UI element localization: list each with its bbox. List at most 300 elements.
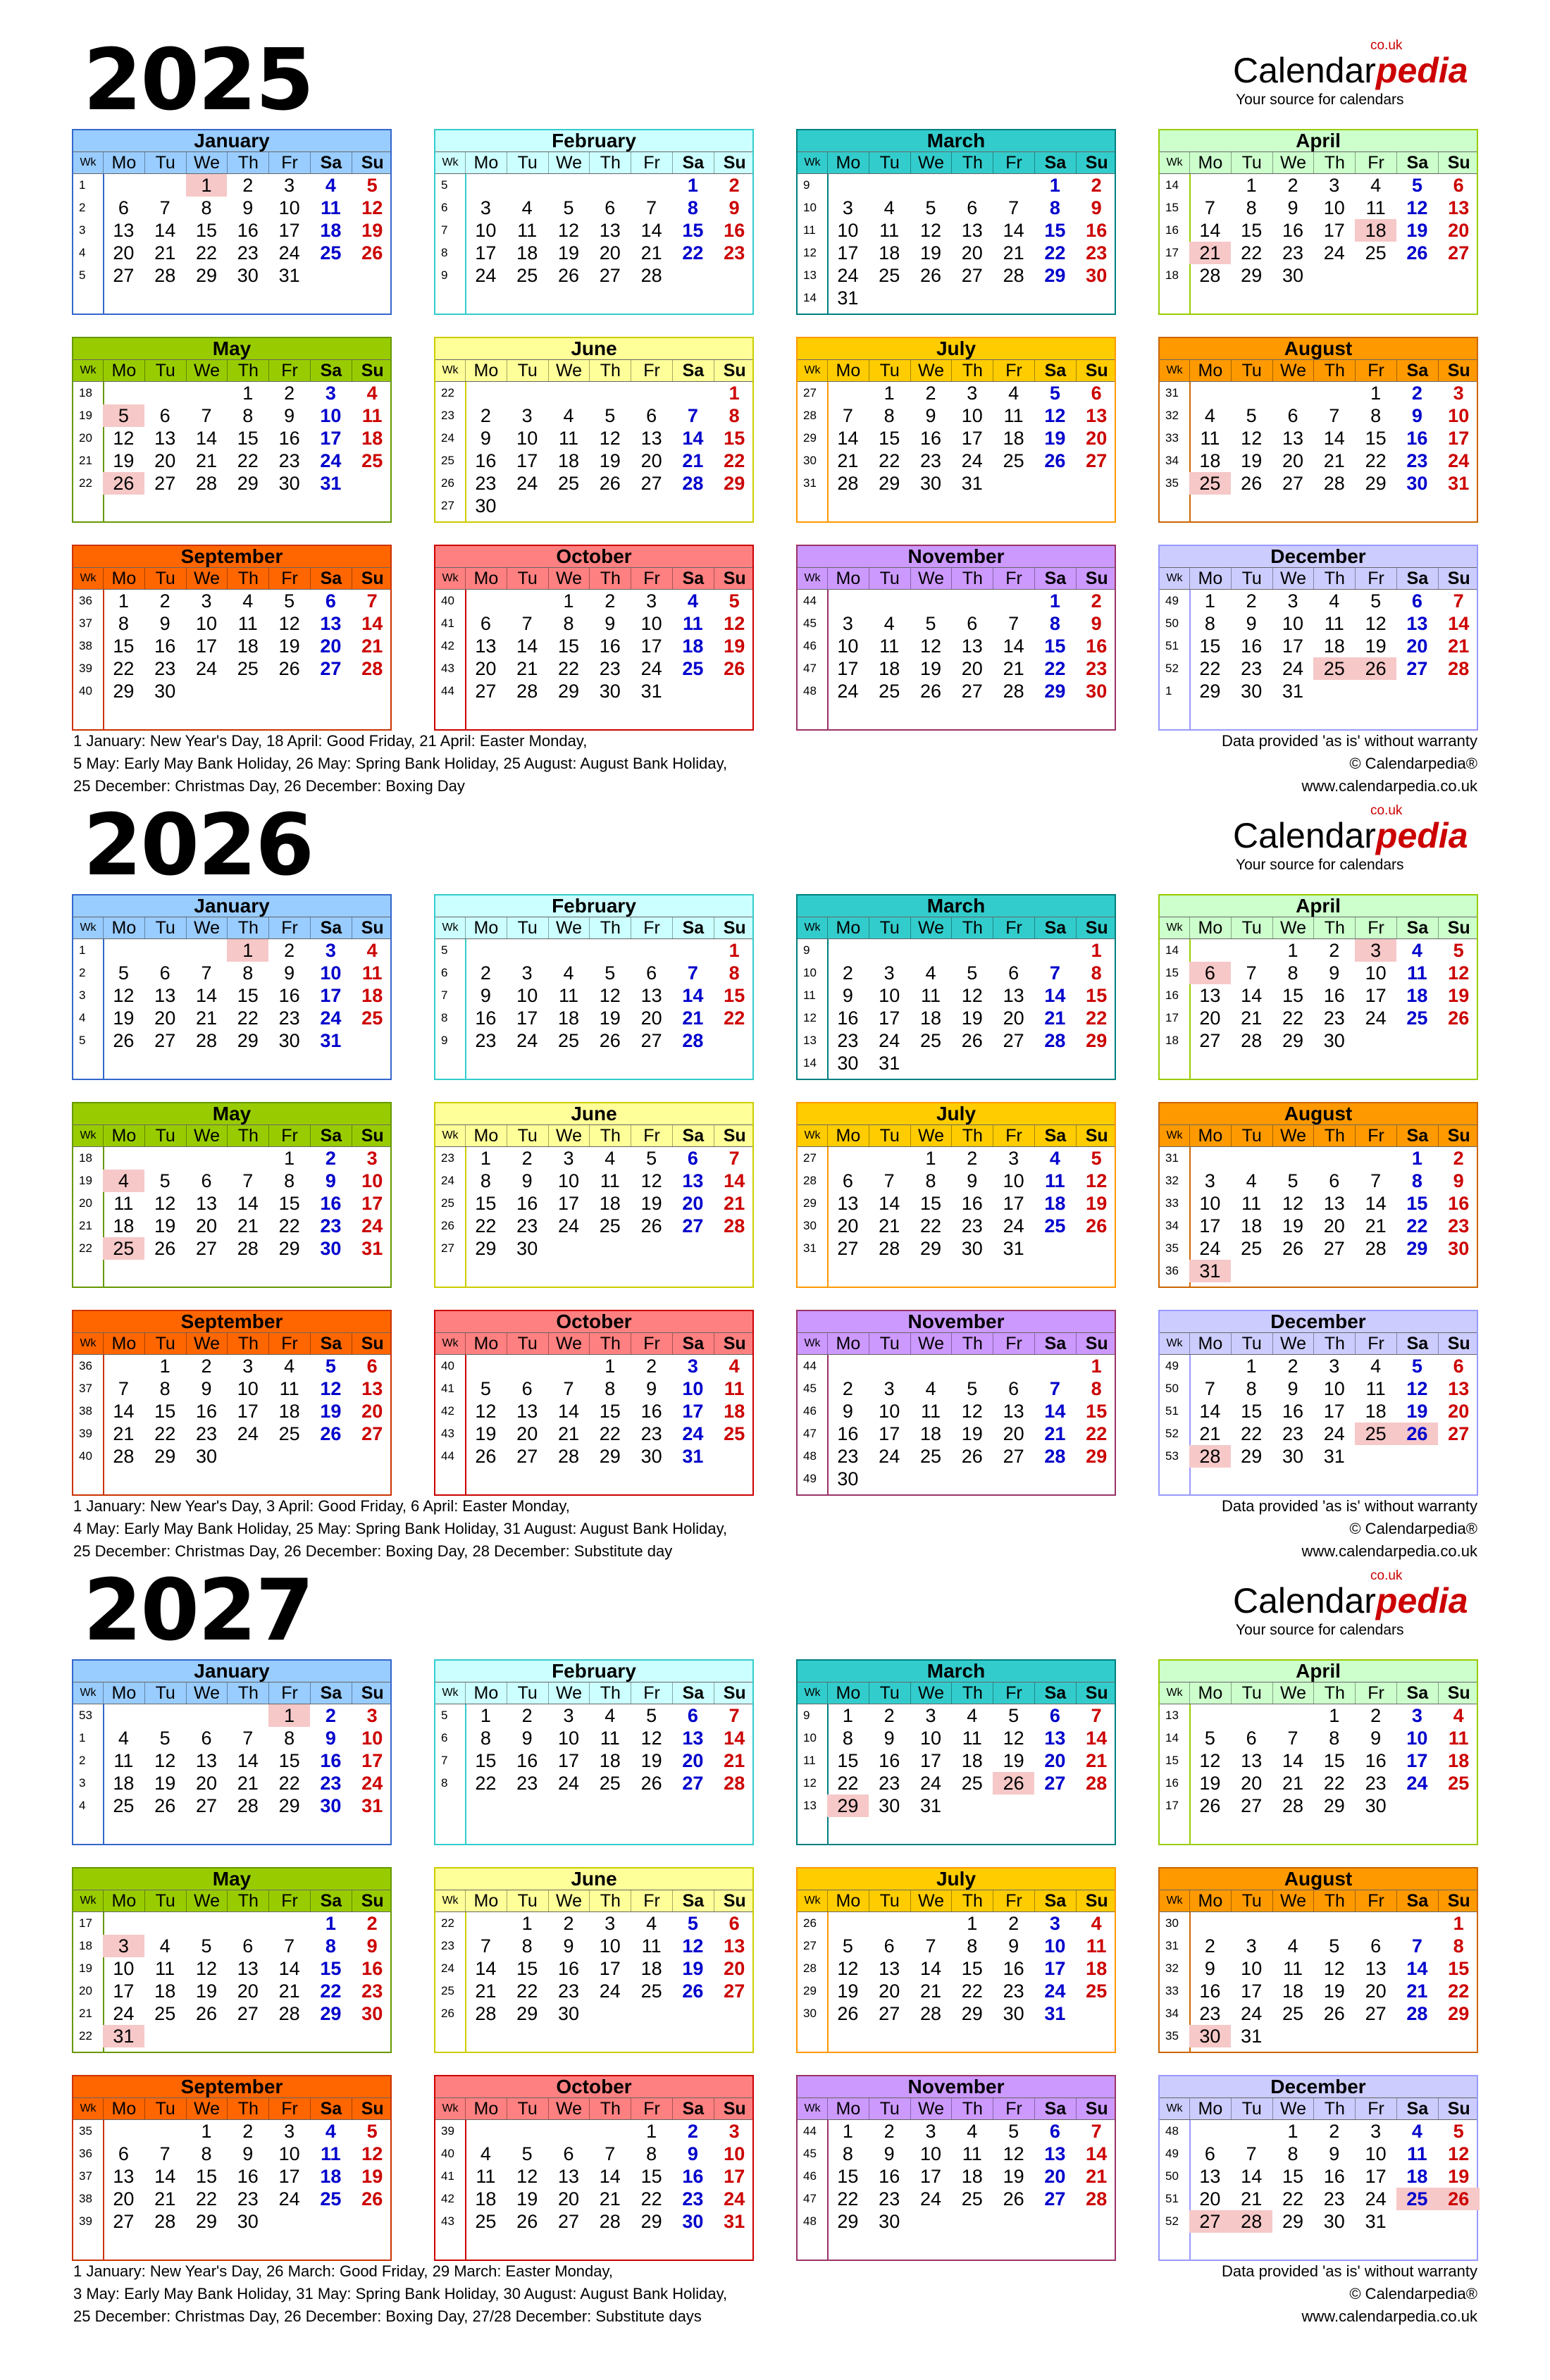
day-cell[interactable]: 26: [724, 658, 745, 679]
day-cell[interactable]: 10: [961, 405, 983, 426]
day-cell[interactable]: 7: [1091, 1705, 1102, 1726]
day-cell[interactable]: 19: [113, 1008, 135, 1029]
day-cell[interactable]: 4: [1370, 175, 1382, 196]
day-cell[interactable]: 24: [682, 1423, 704, 1444]
day-cell[interactable]: 8: [325, 1935, 336, 1957]
day-cell[interactable]: 14: [599, 2166, 621, 2187]
day-cell[interactable]: 2: [480, 962, 491, 984]
day-cell[interactable]: 16: [516, 1193, 538, 1214]
day-cell[interactable]: 29: [278, 1238, 300, 1259]
day-cell[interactable]: 21: [361, 636, 383, 657]
day-cell[interactable]: 21: [195, 1008, 218, 1029]
day-cell[interactable]: 9: [1453, 1170, 1464, 1191]
day-cell[interactable]: 11: [1086, 1935, 1107, 1957]
day-cell[interactable]: 5: [842, 1935, 853, 1957]
day-cell[interactable]: 2: [1091, 175, 1102, 196]
day-cell[interactable]: 2: [480, 405, 491, 426]
day-cell[interactable]: 10: [919, 1728, 942, 1749]
day-cell[interactable]: 26: [361, 242, 383, 264]
day-cell[interactable]: 6: [118, 2143, 129, 2164]
day-cell[interactable]: 4: [242, 590, 254, 612]
day-cell[interactable]: 23: [1282, 1423, 1304, 1444]
day-cell[interactable]: 17: [1044, 1958, 1066, 1979]
day-cell[interactable]: 31: [1323, 1446, 1345, 1467]
day-cell[interactable]: 5: [366, 175, 378, 196]
day-cell[interactable]: 8: [1246, 1378, 1257, 1399]
day-cell[interactable]: 26: [1323, 2003, 1345, 2024]
day-cell[interactable]: 29: [1044, 265, 1066, 286]
day-cell[interactable]: 14: [1086, 2143, 1108, 2164]
day-cell[interactable]: 19: [599, 450, 621, 471]
day-cell[interactable]: 28: [879, 1238, 900, 1259]
day-cell[interactable]: 26: [919, 681, 942, 702]
day-cell[interactable]: 1: [1287, 2121, 1298, 2142]
day-cell[interactable]: 10: [1323, 197, 1345, 218]
day-cell[interactable]: 25: [1365, 242, 1387, 264]
day-cell[interactable]: 18: [1199, 450, 1221, 471]
day-cell[interactable]: 3: [1355, 939, 1396, 962]
day-cell[interactable]: 27: [1241, 1795, 1263, 1816]
day-cell[interactable]: 16: [1448, 1193, 1470, 1214]
day-cell[interactable]: 13: [1199, 2166, 1221, 2187]
day-cell[interactable]: 20: [1448, 1401, 1470, 1422]
day-cell[interactable]: 10: [195, 613, 218, 634]
day-cell[interactable]: 3: [884, 962, 895, 984]
day-cell[interactable]: 11: [517, 220, 538, 241]
day-cell[interactable]: 18: [1406, 985, 1428, 1006]
day-cell[interactable]: 22: [475, 1215, 497, 1237]
day-cell[interactable]: 22: [1365, 450, 1387, 471]
day-cell[interactable]: 2: [1370, 1705, 1382, 1726]
day-cell[interactable]: 5: [646, 1148, 657, 1169]
day-cell[interactable]: 25: [599, 1215, 621, 1237]
day-cell[interactable]: 4: [325, 175, 336, 196]
day-cell[interactable]: 28: [1241, 1030, 1263, 1051]
day-cell[interactable]: 18: [919, 1423, 942, 1444]
day-cell[interactable]: 2: [1287, 175, 1298, 196]
day-cell[interactable]: 6: [1091, 383, 1102, 404]
day-cell[interactable]: 16: [1323, 2166, 1345, 2187]
day-cell[interactable]: 8: [1246, 197, 1257, 218]
day-cell[interactable]: 13: [1003, 1401, 1024, 1422]
day-cell[interactable]: 24: [1199, 1238, 1221, 1259]
day-cell[interactable]: 4: [1287, 1935, 1298, 1957]
day-cell[interactable]: 28: [361, 658, 383, 679]
day-cell[interactable]: 15: [919, 1193, 942, 1214]
day-cell[interactable]: 17: [516, 450, 538, 471]
day-cell[interactable]: 9: [604, 613, 616, 634]
day-cell[interactable]: 8: [118, 613, 129, 634]
day-cell[interactable]: 5: [728, 590, 740, 612]
day-cell[interactable]: 25: [1448, 1773, 1470, 1794]
day-cell[interactable]: 3: [1204, 1170, 1215, 1191]
day-cell[interactable]: 30: [640, 1446, 662, 1467]
day-cell[interactable]: 16: [1406, 428, 1428, 449]
day-cell[interactable]: 18: [724, 1401, 745, 1422]
day-cell[interactable]: 4: [1008, 383, 1019, 404]
day-cell[interactable]: 15: [837, 2166, 859, 2187]
day-cell[interactable]: 14: [724, 1728, 745, 1749]
day-cell[interactable]: 21: [1323, 450, 1345, 471]
day-cell[interactable]: 27: [640, 473, 662, 494]
day-cell[interactable]: 11: [1407, 962, 1427, 984]
day-cell[interactable]: 22: [640, 2188, 662, 2209]
day-cell[interactable]: 1: [1204, 590, 1215, 612]
day-cell[interactable]: 6: [1329, 1170, 1340, 1191]
day-cell[interactable]: 15: [278, 1193, 300, 1214]
day-cell[interactable]: 4: [159, 1935, 170, 1957]
day-cell[interactable]: 26: [1406, 242, 1428, 264]
day-cell[interactable]: 4: [118, 1728, 129, 1749]
day-cell[interactable]: 20: [1241, 1773, 1263, 1794]
day-cell[interactable]: 17: [1448, 428, 1470, 449]
day-cell[interactable]: 14: [682, 428, 704, 449]
day-cell[interactable]: 1: [1091, 1356, 1102, 1377]
day-cell[interactable]: 15: [1086, 985, 1108, 1006]
day-cell[interactable]: 19: [1448, 2166, 1470, 2187]
day-cell[interactable]: 15: [1323, 1750, 1345, 1771]
day-cell[interactable]: 21: [1448, 636, 1470, 657]
day-cell[interactable]: 13: [1003, 985, 1024, 1006]
day-cell[interactable]: 9: [325, 1728, 336, 1749]
day-cell[interactable]: 25: [361, 450, 383, 471]
day-cell[interactable]: 23: [320, 1215, 342, 1237]
day-cell[interactable]: 29: [195, 265, 218, 286]
day-cell[interactable]: 1: [884, 383, 895, 404]
day-cell[interactable]: 30: [475, 495, 497, 516]
day-cell[interactable]: 21: [599, 2188, 621, 2209]
day-cell[interactable]: 7: [480, 1935, 491, 1957]
day-cell[interactable]: 1: [242, 383, 254, 404]
day-cell[interactable]: 5: [201, 1935, 212, 1957]
day-cell[interactable]: 25: [640, 1981, 662, 2002]
day-cell[interactable]: 30: [278, 473, 300, 494]
day-cell[interactable]: 23: [961, 1215, 983, 1237]
day-cell[interactable]: 21: [919, 1981, 942, 2002]
day-cell[interactable]: 26: [475, 1446, 497, 1467]
day-cell[interactable]: 3: [925, 2121, 936, 2142]
day-cell[interactable]: 8: [242, 962, 254, 984]
day-cell[interactable]: 18: [599, 1750, 621, 1771]
day-cell[interactable]: 24: [919, 2188, 942, 2209]
day-cell[interactable]: 2: [1329, 940, 1340, 961]
day-cell[interactable]: 14: [237, 1193, 259, 1214]
day-cell[interactable]: 3: [480, 197, 491, 218]
day-cell[interactable]: 8: [1411, 1170, 1422, 1191]
day-cell[interactable]: 31: [837, 287, 859, 309]
day-cell[interactable]: 8: [1287, 962, 1298, 984]
day-cell[interactable]: 27: [361, 1423, 383, 1444]
day-cell[interactable]: 3: [242, 1356, 254, 1377]
day-cell[interactable]: 6: [201, 1170, 212, 1191]
day-cell[interactable]: 6: [1411, 590, 1422, 612]
day-cell[interactable]: 10: [320, 405, 342, 426]
day-cell[interactable]: 13: [361, 1378, 383, 1399]
day-cell[interactable]: 28: [154, 265, 176, 286]
day-cell[interactable]: 30: [1086, 265, 1108, 286]
day-cell[interactable]: 16: [475, 450, 497, 471]
day-cell[interactable]: 18: [557, 450, 580, 471]
day-cell[interactable]: 17: [1282, 636, 1304, 657]
day-cell[interactable]: 27: [1199, 1030, 1221, 1051]
day-cell[interactable]: 11: [1324, 613, 1344, 634]
day-cell[interactable]: 25: [557, 473, 580, 494]
day-cell[interactable]: 8: [925, 1170, 936, 1191]
day-cell[interactable]: 18: [599, 1193, 621, 1214]
day-cell[interactable]: 20: [640, 1008, 662, 1029]
day-cell[interactable]: 18: [879, 242, 900, 264]
day-cell[interactable]: 9: [159, 613, 170, 634]
day-cell[interactable]: 24: [640, 658, 662, 679]
day-cell[interactable]: 9: [1008, 1935, 1019, 1957]
day-cell[interactable]: 6: [563, 2143, 574, 2164]
day-cell[interactable]: 9: [687, 2143, 698, 2164]
day-cell[interactable]: 2: [242, 2121, 254, 2142]
day-cell[interactable]: 6: [242, 1935, 254, 1957]
day-cell[interactable]: 30: [320, 1238, 342, 1259]
day-cell[interactable]: 27: [195, 1238, 218, 1259]
day-cell[interactable]: 8: [1049, 197, 1060, 218]
day-cell[interactable]: 17: [1365, 985, 1387, 1006]
day-cell[interactable]: 11: [1200, 428, 1220, 449]
day-cell[interactable]: 4: [604, 1705, 616, 1726]
day-cell[interactable]: 27: [879, 2003, 900, 2024]
day-cell[interactable]: 22: [1282, 2188, 1304, 2209]
day-cell[interactable]: 20: [154, 1008, 176, 1029]
day-cell[interactable]: 25: [361, 1008, 383, 1029]
day-cell[interactable]: 10: [724, 2143, 745, 2164]
day-cell[interactable]: 28: [1189, 1445, 1231, 1468]
day-cell[interactable]: 3: [201, 590, 212, 612]
day-cell[interactable]: 29: [1241, 1446, 1263, 1467]
day-cell[interactable]: 1: [325, 1913, 336, 1934]
day-cell[interactable]: 22: [113, 658, 135, 679]
day-cell[interactable]: 12: [961, 1401, 983, 1422]
day-cell[interactable]: 3: [1287, 590, 1298, 612]
day-cell[interactable]: 2: [1329, 2121, 1340, 2142]
day-cell[interactable]: 5: [967, 1378, 978, 1399]
day-cell[interactable]: 20: [599, 242, 621, 264]
day-cell[interactable]: 12: [154, 1750, 176, 1771]
day-cell[interactable]: 21: [640, 242, 662, 264]
day-cell[interactable]: 13: [961, 636, 983, 657]
day-cell[interactable]: 1: [842, 2121, 853, 2142]
day-cell[interactable]: 23: [475, 473, 497, 494]
day-cell[interactable]: 10: [1199, 1193, 1221, 1214]
day-cell[interactable]: 13: [1044, 2143, 1066, 2164]
day-cell[interactable]: 20: [237, 1981, 259, 2002]
day-cell[interactable]: 19: [961, 1008, 983, 1029]
day-cell[interactable]: 30: [879, 1795, 900, 1816]
day-cell[interactable]: 15: [557, 636, 580, 657]
day-cell[interactable]: 6: [1287, 405, 1298, 426]
day-cell[interactable]: 3: [604, 1913, 616, 1934]
day-cell[interactable]: 18: [879, 658, 900, 679]
day-cell[interactable]: 2: [884, 2121, 895, 2142]
day-cell[interactable]: 17: [879, 1423, 900, 1444]
day-cell[interactable]: 16: [154, 636, 176, 657]
day-cell[interactable]: 28: [1323, 473, 1345, 494]
day-cell[interactable]: 19: [320, 1401, 342, 1422]
day-cell[interactable]: 29: [154, 1446, 176, 1467]
day-cell[interactable]: 8: [646, 2143, 657, 2164]
day-cell[interactable]: 15: [278, 1750, 300, 1771]
day-cell[interactable]: 15: [1044, 636, 1066, 657]
day-cell[interactable]: 1: [967, 1913, 978, 1934]
day-cell[interactable]: 21: [557, 1423, 580, 1444]
day-cell[interactable]: 20: [1199, 2188, 1221, 2209]
day-cell[interactable]: 31: [320, 1030, 342, 1051]
day-cell[interactable]: 10: [1003, 1170, 1024, 1191]
day-cell[interactable]: 29: [195, 2211, 218, 2232]
day-cell[interactable]: 4: [521, 197, 533, 218]
day-cell[interactable]: 28: [1086, 1773, 1108, 1794]
day-cell[interactable]: 22: [1448, 1981, 1470, 2002]
day-cell[interactable]: 19: [919, 242, 942, 264]
day-cell[interactable]: 12: [724, 613, 745, 634]
day-cell[interactable]: 2: [1453, 1148, 1464, 1169]
day-cell[interactable]: 1: [159, 1356, 170, 1377]
day-cell[interactable]: 30: [961, 1238, 983, 1259]
day-cell[interactable]: 4: [480, 2143, 491, 2164]
day-cell[interactable]: 7: [563, 1378, 574, 1399]
day-cell[interactable]: 9: [1329, 962, 1340, 984]
day-cell[interactable]: 26: [103, 472, 144, 495]
day-cell[interactable]: 8: [842, 2143, 853, 2164]
day-cell[interactable]: 6: [325, 590, 336, 612]
day-cell[interactable]: 29: [516, 2003, 538, 2024]
day-cell[interactable]: 10: [557, 1170, 580, 1191]
day-cell[interactable]: 2: [925, 383, 936, 404]
day-cell[interactable]: 13: [475, 636, 497, 657]
day-cell[interactable]: 19: [724, 636, 745, 657]
day-cell[interactable]: 29: [475, 1238, 497, 1259]
day-cell[interactable]: 2: [1091, 590, 1102, 612]
day-cell[interactable]: 1: [1329, 1705, 1340, 1726]
day-cell[interactable]: 16: [1323, 985, 1345, 1006]
day-cell[interactable]: 29: [599, 1446, 621, 1467]
day-cell[interactable]: 15: [320, 1958, 342, 1979]
day-cell[interactable]: 27: [599, 265, 621, 286]
day-cell[interactable]: 29: [1282, 2211, 1304, 2232]
day-cell[interactable]: 14: [879, 1193, 900, 1214]
day-cell[interactable]: 15: [1282, 2166, 1304, 2187]
day-cell[interactable]: 11: [724, 1378, 745, 1399]
day-cell[interactable]: 17: [724, 2166, 745, 2187]
day-cell[interactable]: 19: [475, 1423, 497, 1444]
day-cell[interactable]: 16: [1086, 636, 1108, 657]
day-cell[interactable]: 8: [884, 405, 895, 426]
day-cell[interactable]: 23: [1086, 242, 1108, 264]
day-cell[interactable]: 1: [480, 1148, 491, 1169]
day-cell[interactable]: 20: [195, 1773, 218, 1794]
day-cell[interactable]: 22: [154, 1423, 176, 1444]
day-cell[interactable]: 4: [563, 962, 574, 984]
day-cell[interactable]: 25: [103, 1237, 144, 1260]
day-cell[interactable]: 9: [242, 197, 254, 218]
day-cell[interactable]: 14: [113, 1401, 135, 1422]
day-cell[interactable]: 17: [237, 1401, 259, 1422]
day-cell[interactable]: 17: [320, 428, 342, 449]
day-cell[interactable]: 1: [842, 1705, 853, 1726]
day-cell[interactable]: 29: [961, 2003, 983, 2024]
day-cell[interactable]: 4: [103, 1170, 144, 1192]
day-cell[interactable]: 7: [687, 962, 698, 984]
day-cell[interactable]: 23: [1406, 450, 1428, 471]
day-cell[interactable]: 1: [563, 590, 574, 612]
day-cell[interactable]: 22: [1241, 242, 1263, 264]
day-cell[interactable]: 16: [961, 1193, 983, 1214]
day-cell[interactable]: 13: [1241, 1750, 1263, 1771]
day-cell[interactable]: 31: [361, 1795, 383, 1816]
day-cell[interactable]: 21: [1044, 1008, 1066, 1029]
day-cell[interactable]: 14: [195, 428, 218, 449]
day-cell[interactable]: 24: [1365, 2188, 1387, 2209]
day-cell[interactable]: 7: [1204, 1378, 1215, 1399]
day-cell[interactable]: 25: [557, 1030, 580, 1051]
day-cell[interactable]: 6: [1008, 1378, 1019, 1399]
day-cell[interactable]: 30: [1406, 473, 1428, 494]
day-cell[interactable]: 31: [1241, 2026, 1263, 2047]
day-cell[interactable]: 21: [475, 1981, 497, 2002]
day-cell[interactable]: 25: [1313, 657, 1355, 680]
day-cell[interactable]: 6: [687, 1148, 698, 1169]
day-cell[interactable]: 15: [640, 2166, 662, 2187]
day-cell[interactable]: 11: [1003, 405, 1024, 426]
day-cell[interactable]: 2: [563, 1913, 574, 1934]
day-cell[interactable]: 27: [682, 1773, 704, 1794]
day-cell[interactable]: 14: [1199, 1401, 1221, 1422]
day-cell[interactable]: 28: [599, 2211, 621, 2232]
day-cell[interactable]: 26: [154, 1795, 176, 1816]
day-cell[interactable]: 3: [1329, 1356, 1340, 1377]
day-cell[interactable]: 11: [600, 1728, 620, 1749]
day-cell[interactable]: 12: [1241, 428, 1263, 449]
day-cell[interactable]: 16: [320, 1193, 342, 1214]
day-cell[interactable]: 16: [361, 1958, 383, 1979]
day-cell[interactable]: 22: [724, 450, 745, 471]
day-cell[interactable]: 4: [284, 1356, 295, 1377]
day-cell[interactable]: 3: [1411, 1705, 1422, 1726]
day-cell[interactable]: 3: [366, 1148, 378, 1169]
day-cell[interactable]: 20: [682, 1193, 704, 1214]
day-cell[interactable]: 5: [563, 197, 574, 218]
day-cell[interactable]: 29: [1323, 1795, 1345, 1816]
day-cell[interactable]: 14: [361, 613, 383, 634]
day-cell[interactable]: 19: [361, 2166, 383, 2187]
day-cell[interactable]: 31: [1044, 2003, 1066, 2024]
day-cell[interactable]: 26: [599, 1030, 621, 1051]
day-cell[interactable]: 26: [113, 1030, 135, 1051]
day-cell[interactable]: 4: [1204, 405, 1215, 426]
day-cell[interactable]: 27: [640, 1030, 662, 1051]
day-cell[interactable]: 27: [724, 1981, 745, 2002]
day-cell[interactable]: 28: [682, 473, 704, 494]
day-cell[interactable]: 9: [521, 1728, 533, 1749]
day-cell[interactable]: 18: [113, 1215, 135, 1237]
day-cell[interactable]: 5: [366, 2121, 378, 2142]
day-cell[interactable]: 20: [640, 450, 662, 471]
day-cell[interactable]: 16: [837, 1423, 859, 1444]
day-cell[interactable]: 28: [640, 265, 662, 286]
day-cell[interactable]: 26: [993, 1772, 1034, 1795]
day-cell[interactable]: 23: [1003, 1981, 1024, 2002]
day-cell[interactable]: 7: [925, 1935, 936, 1957]
day-cell[interactable]: 30: [1448, 1238, 1470, 1259]
day-cell[interactable]: 3: [521, 962, 533, 984]
day-cell[interactable]: 21: [1365, 1215, 1387, 1237]
day-cell[interactable]: 10: [599, 1935, 621, 1957]
